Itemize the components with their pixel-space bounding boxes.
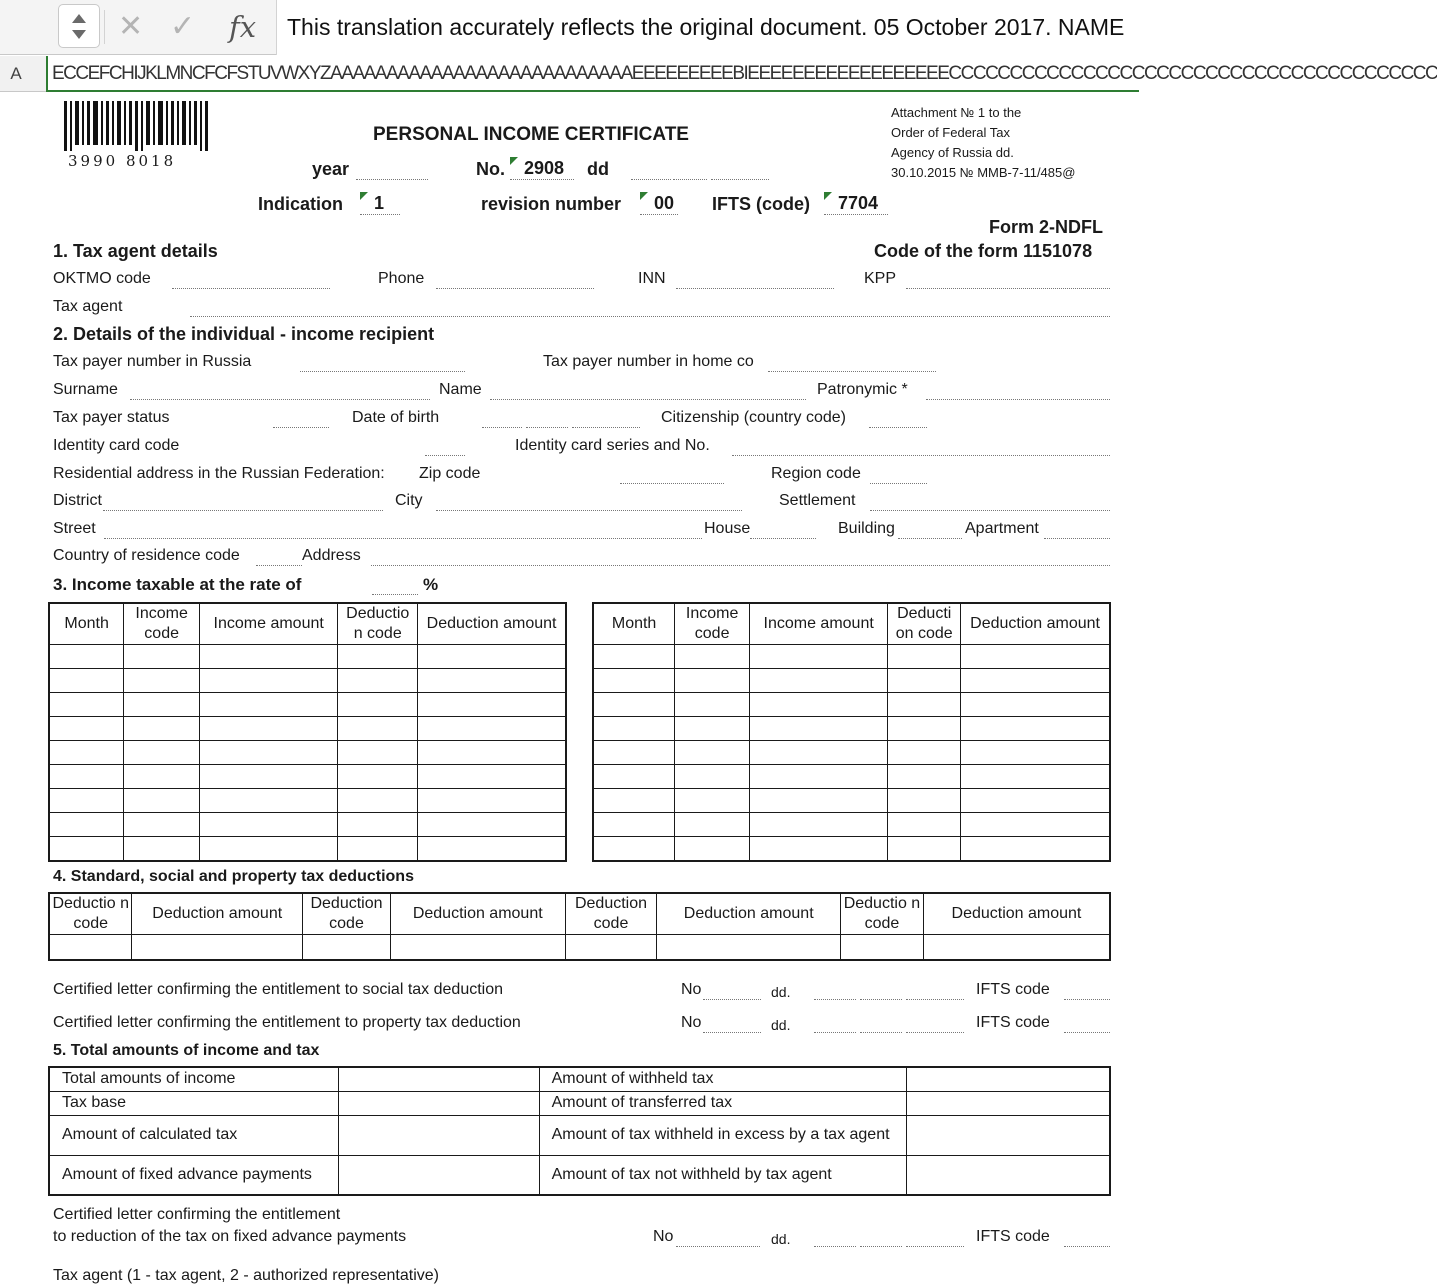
property-dd-label: dd. [771,1017,791,1033]
property-letter-label: Certified letter confirming the entitlement to property tax deduction [53,1014,521,1031]
table-cell[interactable] [961,813,1110,837]
table-cell[interactable] [593,717,675,741]
table-cell[interactable] [750,669,888,693]
barcode-digits: 3990 8018 [68,152,177,170]
apartment-field[interactable] [1044,538,1110,539]
table-cell[interactable] [961,789,1110,813]
social-ifts-label: IFTS code [976,981,1050,998]
address-label: Address [302,547,361,564]
district-field[interactable] [103,510,383,511]
property-ifts-field[interactable] [1064,1032,1110,1033]
name-field[interactable] [490,399,806,400]
table-cell[interactable] [49,645,124,669]
table-cell[interactable] [200,813,338,837]
table-cell[interactable] [675,741,750,765]
withheld-tax-label: Amount of withheld tax [539,1067,906,1091]
social-year-field[interactable] [906,999,964,1000]
advance-letter-label-2: to reduction of the tax on fixed advance payments [53,1228,407,1245]
table-row [593,693,1110,717]
table-cell[interactable] [338,693,418,717]
table-header: Income amount [200,603,338,645]
advance-year-field[interactable] [906,1246,964,1247]
table-cell[interactable] [750,741,888,765]
table-cell[interactable] [49,813,124,837]
table-row [593,669,1110,693]
column-header-row [0,56,1437,92]
attachment-line-2: Order of Federal Tax [891,125,1010,140]
region-label: Region code [771,465,861,482]
house-label: House [704,520,751,537]
table-cell[interactable] [961,669,1110,693]
section2-title: 2. Details of the individual - income recipient [53,324,435,344]
form-title: PERSONAL INCOME CERTIFICATE [373,124,689,145]
table-cell[interactable] [200,741,338,765]
table-cell[interactable] [200,669,338,693]
table-cell[interactable] [338,789,418,813]
table-cell[interactable] [750,693,888,717]
section4-title: 4. Standard, social and property tax deductions [53,868,414,885]
name-label: Name [439,381,482,398]
social-dd-label: dd. [771,984,791,1000]
tax-agent-label: Tax agent [53,298,123,315]
dob-day-field[interactable] [482,427,522,428]
table-cell[interactable] [200,765,338,789]
table-cell[interactable] [338,837,418,861]
house-field[interactable] [750,538,816,539]
id-code-label: Identity card code [53,437,180,454]
table-row [49,789,566,813]
percent-sign: % [423,575,439,594]
table-cell[interactable] [124,789,200,813]
table-row [593,741,1110,765]
taxpayer-home-label: Tax payer number in home co [543,353,754,370]
transferred-tax-label: Amount of transferred tax [539,1091,906,1115]
table-row [593,813,1110,837]
table-header: Deductio n code [49,893,132,935]
table-cell[interactable] [593,789,675,813]
kpp-field[interactable] [906,288,1110,289]
table-row [593,789,1110,813]
table-row [49,1091,1110,1115]
status-field[interactable] [273,427,329,428]
social-day-field[interactable] [814,999,856,1000]
id-series-label: Identity card series and No. [515,437,710,454]
table-row [49,741,566,765]
table-cell[interactable] [675,765,750,789]
table-cell[interactable] [418,693,566,717]
table-row [593,645,1110,669]
table-row [593,717,1110,741]
revision-value[interactable]: 00 [640,192,678,215]
building-label: Building [838,520,895,537]
formula-bar [0,0,1137,55]
tax-base-value[interactable] [339,1091,540,1115]
table-cell[interactable] [200,645,338,669]
barcode-icon [64,101,214,151]
table-cell[interactable] [303,935,391,960]
table-header: Deduction amount [390,893,565,935]
indication-value[interactable]: 1 [360,192,400,215]
table-cell[interactable] [840,935,923,960]
property-month-field[interactable] [860,1032,902,1033]
column-header-a[interactable]: A [10,64,22,83]
divider [104,10,105,44]
advance-no-label: No [653,1228,674,1245]
table-cell[interactable] [49,717,124,741]
property-ifts-label: IFTS code [976,1014,1050,1031]
table-cell[interactable] [675,837,750,861]
table-cell[interactable] [750,645,888,669]
table-cell[interactable] [49,789,124,813]
id-series-field[interactable] [732,455,1110,456]
table-cell[interactable] [338,669,418,693]
section3-title: 3. Income taxable at the rate of [53,575,302,594]
table-cell[interactable] [888,765,961,789]
dob-year-field[interactable] [572,427,640,428]
excess-tax-value[interactable] [906,1115,1110,1155]
table-cell[interactable] [961,717,1110,741]
table-cell[interactable] [888,669,961,693]
table-header: Deductio n code [338,603,418,645]
ifts-label: IFTS (code) [712,194,810,214]
table-header: Deductio n code [840,893,923,935]
revision-label: revision number [481,194,622,214]
transferred-tax-value[interactable] [906,1091,1110,1115]
table-row [49,645,566,669]
table-cell[interactable] [124,765,200,789]
total-income-value[interactable] [339,1067,540,1091]
table-cell[interactable] [593,813,675,837]
city-field[interactable] [436,510,742,511]
table-row [49,669,566,693]
attachment-line-3: Agency of Russia dd. [891,145,1014,160]
inn-label: INN [638,270,666,287]
table-header: Deduction code [565,893,657,935]
number-label: No. [476,159,505,179]
address-field[interactable] [371,565,1110,566]
table-cell[interactable] [200,717,338,741]
oktmo-field[interactable] [172,288,330,289]
table-row [593,765,1110,789]
kpp-label: KPP [864,270,897,287]
table-header: Deduction amount [923,893,1110,935]
table-cell[interactable] [124,813,200,837]
footer-tax-agent-label: Tax agent (1 - tax agent, 2 - authorized representative) [53,1267,439,1284]
table-cell[interactable] [200,789,338,813]
building-field[interactable] [898,538,962,539]
patronymic-field[interactable] [926,399,1110,400]
table-row [49,935,1110,960]
table-row [49,837,566,861]
status-label: Tax payer status [53,409,170,426]
taxpayer-russia-label: Tax payer number in Russia [53,353,252,370]
table-cell[interactable] [124,693,200,717]
table-cell[interactable] [338,765,418,789]
table-cell[interactable] [124,645,200,669]
surname-label: Surname [53,381,118,398]
dd-month-field[interactable] [673,179,707,180]
table-cell[interactable] [49,935,132,960]
city-label: City [395,492,423,509]
table-header: Deduction amount [132,893,303,935]
form-name: Form 2-NDFL [989,217,1103,237]
phone-label: Phone [378,270,425,287]
not-withheld-tax-label: Amount of tax not withheld by tax agent [539,1155,906,1195]
table-header: Deduction amount [961,603,1110,645]
oktmo-label: OKTMO code [53,270,151,287]
table-header-row [49,893,1110,935]
table-cell[interactable] [675,669,750,693]
table-cell[interactable] [961,765,1110,789]
table-cell[interactable] [961,741,1110,765]
social-ifts-field[interactable] [1064,999,1110,1000]
dd-day-field[interactable] [631,179,671,180]
table-cell[interactable] [657,935,841,960]
table-cell[interactable] [593,693,675,717]
function-icon[interactable]: fx [229,10,257,44]
deductions-table [48,892,1111,961]
table-row [593,837,1110,861]
country-residence-field[interactable] [256,565,302,566]
table-cell[interactable] [888,645,961,669]
attachment-line-1: Attachment № 1 to the [891,105,1022,120]
table-cell[interactable] [961,693,1110,717]
advance-dd-label: dd. [771,1231,791,1247]
property-year-field[interactable] [906,1032,964,1033]
section5-title: 5. Total amounts of income and tax [53,1042,320,1059]
table-cell[interactable] [593,645,675,669]
table-cell[interactable] [338,645,418,669]
totals-table [48,1066,1111,1196]
table-cell[interactable] [675,693,750,717]
table-cell[interactable] [888,693,961,717]
table-cell[interactable] [565,935,657,960]
table-cell[interactable] [124,669,200,693]
year-field[interactable] [356,179,428,180]
table-header: Month [49,603,124,645]
table-cell[interactable] [390,935,565,960]
advance-ifts-label: IFTS code [976,1228,1050,1245]
table-header-row [49,603,566,645]
table-cell[interactable] [200,837,338,861]
table-cell[interactable] [124,717,200,741]
name-box-stepper[interactable] [58,4,100,48]
taxpayer-home-field[interactable] [768,371,936,372]
table-row [49,1115,1110,1155]
table-cell[interactable] [593,741,675,765]
table-cell[interactable] [49,693,124,717]
surname-field[interactable] [130,399,430,400]
cancel-icon[interactable]: ✕ [118,9,144,44]
table-cell[interactable] [49,669,124,693]
sheet-area [0,93,1137,1284]
selected-cell[interactable]: ECCEFCHIJKLMNCFCFSTUVWXYZAAAAAAAAAAAAAAAAAAAAAAAAAAAEEEEEEEEEBIEEEEEEEEEEEEEEEEEECCCCCCCCCCCCCCCCCCCCCCCCCCCCCCCCCCCCCCCC [46,56,1137,92]
dob-month-field[interactable] [526,427,568,428]
table-header: Deduction amount [657,893,841,935]
zip-label: Zip code [419,465,481,482]
table-cell[interactable] [888,837,961,861]
table-cell[interactable] [418,837,566,861]
table-header: Income code [675,603,750,645]
advance-ifts-field[interactable] [1064,1246,1110,1247]
table-cell[interactable] [923,935,1110,960]
settlement-field[interactable] [870,510,1110,511]
table-cell[interactable] [675,813,750,837]
table-cell[interactable] [888,717,961,741]
property-day-field[interactable] [814,1032,856,1033]
table-header: Income amount [750,603,888,645]
table-header: Deducti on code [888,603,961,645]
table-header-row [593,603,1110,645]
table-header: Deduction amount [418,603,566,645]
table-cell[interactable] [675,717,750,741]
withheld-tax-value[interactable] [906,1067,1110,1091]
property-no-label: No [681,1014,702,1031]
table-cell[interactable] [200,693,338,717]
rate-field[interactable] [372,594,418,595]
attachment-line-4: 30.10.2015 № MMB-7-11/485@ [891,165,1076,180]
table-cell[interactable] [961,837,1110,861]
not-withheld-tax-value[interactable] [906,1155,1110,1195]
table-cell[interactable] [49,741,124,765]
table-row [49,813,566,837]
table-cell[interactable] [418,789,566,813]
advance-payments-value[interactable] [339,1155,540,1195]
table-header: Month [593,603,675,645]
table-cell[interactable] [418,741,566,765]
property-no-field[interactable] [703,1032,761,1033]
advance-day-field[interactable] [814,1246,856,1247]
taxpayer-russia-field[interactable] [300,371,465,372]
total-income-label: Total amounts of income [49,1067,339,1091]
region-field[interactable] [870,483,927,484]
table-cell[interactable] [675,645,750,669]
table-cell[interactable] [418,645,566,669]
table-cell[interactable] [124,741,200,765]
zip-field[interactable] [620,483,724,484]
table-cell[interactable] [593,765,675,789]
table-cell[interactable] [961,645,1110,669]
table-cell[interactable] [750,765,888,789]
table-cell[interactable] [338,717,418,741]
table-cell[interactable] [888,813,961,837]
formula-input[interactable]: This translation accurately reflects the original document. 05 October 2017. NAME [276,0,1137,55]
calculated-tax-label: Amount of calculated tax [49,1115,339,1155]
checkmark-icon[interactable]: ✓ [170,9,196,44]
income-table-left [48,602,567,862]
apartment-label: Apartment [965,520,1039,537]
district-label: District [53,492,102,509]
table-cell[interactable] [750,837,888,861]
social-letter-label: Certified letter confirming the entitlement to social tax deduction [53,981,504,998]
excess-tax-label: Amount of tax withheld in excess by a tax agent [539,1115,906,1155]
section1-title: 1. Tax agent details [53,241,218,261]
dob-label: Date of birth [352,409,440,426]
dd-label: dd [587,159,609,179]
table-cell[interactable] [418,765,566,789]
chevron-down-icon[interactable] [72,30,86,39]
citizenship-field[interactable] [869,427,927,428]
table-cell[interactable] [49,765,124,789]
ifts-value[interactable]: 7704 [824,192,888,215]
income-table-right [592,602,1111,862]
country-residence-label: Country of residence code [53,547,240,564]
table-row [49,1155,1110,1195]
street-label: Street [53,520,96,537]
advance-no-field[interactable] [676,1246,760,1247]
citizenship-label: Citizenship (country code) [661,409,846,426]
number-value[interactable]: 2908 [510,157,574,180]
tax-base-label: Tax base [49,1091,339,1115]
table-header: Deduction code [303,893,391,935]
advance-payments-label: Amount of fixed advance payments [49,1155,339,1195]
phone-field[interactable] [436,288,594,289]
form-code: Code of the form 1151078 [874,241,1093,261]
table-cell[interactable] [593,837,675,861]
table-cell[interactable] [750,789,888,813]
table-cell[interactable] [675,789,750,813]
table-cell[interactable] [418,813,566,837]
table-cell[interactable] [418,717,566,741]
table-cell[interactable] [750,813,888,837]
dd-year-field[interactable] [711,179,769,180]
social-month-field[interactable] [860,999,902,1000]
table-cell[interactable] [593,669,675,693]
residential-label: Residential address in the Russian Federation: [53,465,385,482]
year-label: year [312,159,350,179]
settlement-label: Settlement [779,492,856,509]
advance-letter-label-1: Certified letter confirming the entitlement [53,1206,341,1223]
social-no-field[interactable] [703,999,761,1000]
table-cell[interactable] [888,741,961,765]
table-cell[interactable] [418,669,566,693]
street-field[interactable] [104,538,702,539]
social-no-label: No [681,981,702,998]
table-row [49,693,566,717]
table-cell[interactable] [124,837,200,861]
table-cell[interactable] [750,717,888,741]
table-cell[interactable] [338,741,418,765]
table-row [49,717,566,741]
inn-field[interactable] [676,288,834,289]
table-cell[interactable] [888,789,961,813]
patronymic-label: Patronymic * [817,381,908,398]
table-header: Income code [124,603,200,645]
table-row [49,1067,1110,1091]
calculated-tax-value[interactable] [339,1115,540,1155]
indication-label: Indication [258,194,343,214]
table-cell[interactable] [132,935,303,960]
table-cell[interactable] [49,837,124,861]
table-row [49,765,566,789]
tax-agent-field[interactable] [190,316,1110,317]
advance-month-field[interactable] [860,1246,902,1247]
table-cell[interactable] [338,813,418,837]
id-code-field[interactable] [425,455,465,456]
chevron-up-icon[interactable] [72,14,86,23]
